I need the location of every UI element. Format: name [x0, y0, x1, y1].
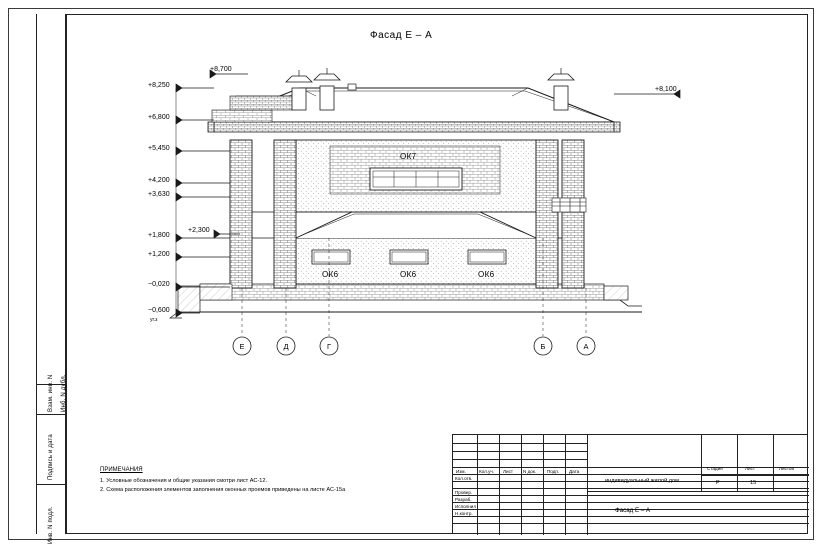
tb-rule	[477, 435, 478, 467]
axis-label-d: Д	[283, 342, 289, 351]
tb-sheet-value: 15	[750, 480, 757, 486]
tb-rule	[737, 435, 738, 491]
notes-item: 1. Условные обозначения и общие указания смотри лист АС-12.	[100, 478, 268, 485]
level-label: +8,100	[655, 86, 677, 93]
tb-project-name: индивидуальный жилой дом	[605, 478, 679, 484]
tb-rule	[453, 459, 587, 460]
window-label-ok7: ОК7	[400, 152, 417, 161]
tb-rule	[587, 435, 588, 535]
window-label-ok6: ОК6	[400, 270, 417, 279]
level-label: +5,450	[148, 145, 170, 152]
tb-sheet-name: Фасад Е – А	[615, 507, 651, 514]
tb-rule	[453, 488, 809, 489]
level-label: +8,250	[148, 82, 170, 89]
tb-rule	[521, 435, 522, 467]
notes-block	[100, 466, 390, 495]
notes-heading: ПРИМЕЧАНИЯ	[100, 467, 143, 473]
level-label: +3,630	[148, 191, 170, 198]
tb-sheets-header: Листов	[779, 466, 794, 471]
tb-row-label: Н.контр.	[455, 511, 473, 516]
tb-rule	[499, 467, 500, 535]
tb-col-izm: Изм.	[456, 469, 466, 474]
tb-col-data: Дата	[569, 469, 580, 474]
tb-rule	[565, 467, 566, 535]
tb-rule	[453, 495, 809, 496]
left-stamp-label: Взам. инв. N	[48, 374, 54, 412]
tb-rule	[565, 435, 566, 467]
level-label: +6,800	[148, 114, 170, 121]
tb-row-label: Разраб.	[455, 497, 472, 502]
left-stamp-label: Инв. N подл.	[48, 506, 54, 544]
tb-rule	[453, 502, 809, 503]
axis-label-e: Е	[239, 342, 245, 351]
window-label-ok6: ОК6	[322, 270, 339, 279]
tb-stage-value: Р	[716, 480, 720, 486]
level-label: +2,300	[188, 227, 210, 234]
level-label: +4,200	[148, 177, 170, 184]
axis-label-b: Б	[540, 342, 546, 351]
tb-col-ndok: N док.	[523, 469, 537, 474]
level-label: +8,700	[210, 66, 232, 73]
level-label: −0,020	[148, 281, 170, 288]
title-block	[452, 434, 808, 534]
tb-rule	[499, 435, 500, 467]
level-label: −0,600	[148, 307, 170, 314]
tb-rule	[453, 451, 587, 452]
axis-label-a: А	[583, 342, 589, 351]
left-stamp-label: Подпись и дата	[48, 434, 54, 480]
tb-row-label: Провер.	[455, 490, 473, 495]
window-label-ok6: ОК6	[478, 270, 495, 279]
left-stamp-label: Инб. N дубл.	[61, 374, 67, 412]
tb-sheet-header: Лист	[745, 466, 755, 471]
axis-label-g: Г	[326, 342, 332, 351]
facade-title: Фасад Е – А	[370, 30, 433, 41]
tb-col-list: Лист	[503, 469, 513, 474]
tb-row-label: Кол.отв.	[455, 476, 473, 481]
tb-rule	[477, 467, 478, 535]
tb-row-label: Исполнил	[455, 504, 477, 509]
tb-rule	[773, 435, 774, 491]
tb-col-podp: Подп.	[547, 469, 560, 474]
ground-note-label: уг.з	[150, 317, 158, 323]
notes-item: 2. Схема расположения элементов заполнения оконных проемов приведены на листе АС-15а	[100, 486, 346, 493]
tb-col-koluch: Кол.уч.	[479, 469, 495, 474]
tb-rule	[453, 443, 587, 444]
tb-rule	[543, 435, 544, 467]
tb-rule	[543, 467, 544, 535]
tb-rule	[453, 467, 809, 468]
tb-rule	[453, 516, 809, 517]
tb-rule	[521, 467, 522, 535]
level-label: +1,200	[148, 251, 170, 258]
tb-rule	[453, 523, 809, 524]
level-label: +1,800	[148, 232, 170, 239]
tb-rule	[701, 475, 809, 476]
tb-rule	[587, 491, 809, 492]
tb-stage-header: Стадия	[707, 466, 723, 471]
tb-rule	[701, 435, 702, 491]
